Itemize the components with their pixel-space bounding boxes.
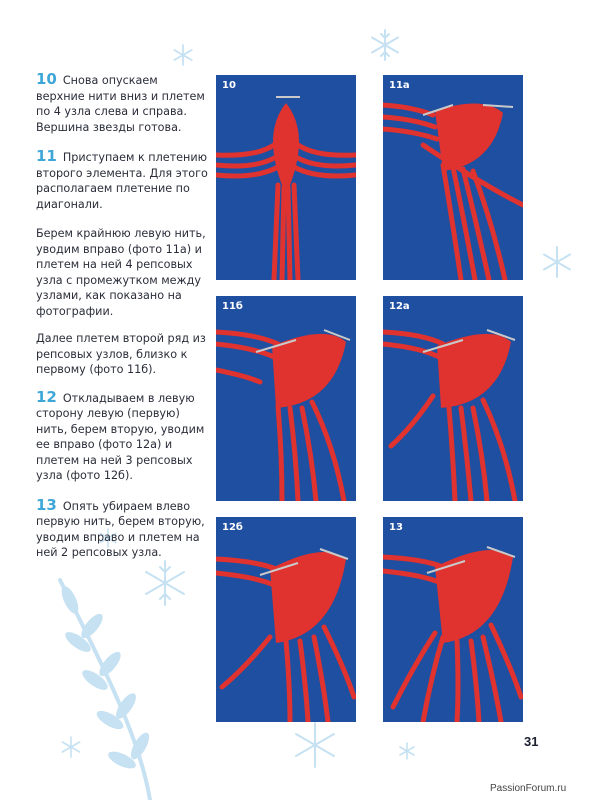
step-text: Откладываем в левую сторону левую (первую) нить, берем вторую, уводим ее вправо (фото 12а) и плетем на ней 3 репсовых узла (фото 12б). — [36, 391, 205, 482]
step-number: 10 — [36, 70, 57, 88]
step-11 — [36, 149, 208, 212]
step-12 — [36, 387, 208, 484]
photo-13 — [383, 517, 523, 722]
paragraph: Далее плетем второй ряд из репсовых узлов, близко к первому (фото 11б). — [36, 332, 206, 376]
snowflake-icon — [368, 28, 402, 62]
step-text: Приступаем к плетению второго элемента. Для этого располагаем плетение по диагонали. — [36, 151, 208, 211]
photo-label: 11а — [389, 80, 410, 91]
step-number: 13 — [36, 495, 57, 514]
photo-label: 10 — [222, 80, 236, 91]
photo-label: 12б — [222, 522, 243, 533]
step-13 — [36, 495, 208, 561]
branch-decoration — [0, 560, 190, 800]
macrame-photo-12a — [383, 296, 523, 501]
macrame-photo-13 — [383, 517, 523, 722]
instructions-column — [36, 72, 208, 575]
photo-label: 11б — [222, 301, 243, 312]
photo-12b — [216, 517, 356, 722]
macrame-photo-11b — [216, 296, 356, 501]
macrame-photo-10 — [216, 75, 356, 280]
step-text: Опять убираем влево первую нить, берем вторую, уводим вправо и плетем на ней 2 репсовых узла. — [36, 499, 205, 559]
page-number: 31 — [524, 734, 539, 749]
watermark: PassionForum.ru — [490, 783, 567, 794]
step-10 — [36, 72, 208, 135]
macrame-photo-11a — [383, 75, 523, 280]
photo-11b — [216, 296, 356, 501]
snowflake-icon — [398, 742, 416, 760]
photo-label: 13 — [389, 522, 403, 533]
step-text: Снова опускаем верхние нити вниз и плетем по 4 узла слева и справа. Вершина звезды готова. — [36, 74, 205, 134]
macrame-photo-12b — [216, 517, 356, 722]
photo-label: 12а — [389, 301, 410, 312]
photo-11a — [383, 75, 523, 280]
paragraph: Берем крайнюю левую нить, уводим вправо (фото 11а) и плетем на ней 4 репсовых узла с промежутком между узлами, как показано на фотографии. — [36, 227, 206, 318]
step-number: 12 — [36, 387, 57, 406]
snowflake-icon — [290, 720, 340, 770]
photo-10 — [216, 75, 356, 280]
step-number: 11 — [36, 147, 57, 165]
photo-12a — [383, 296, 523, 501]
snowflake-icon — [540, 245, 574, 279]
snowflake-icon — [172, 44, 194, 66]
